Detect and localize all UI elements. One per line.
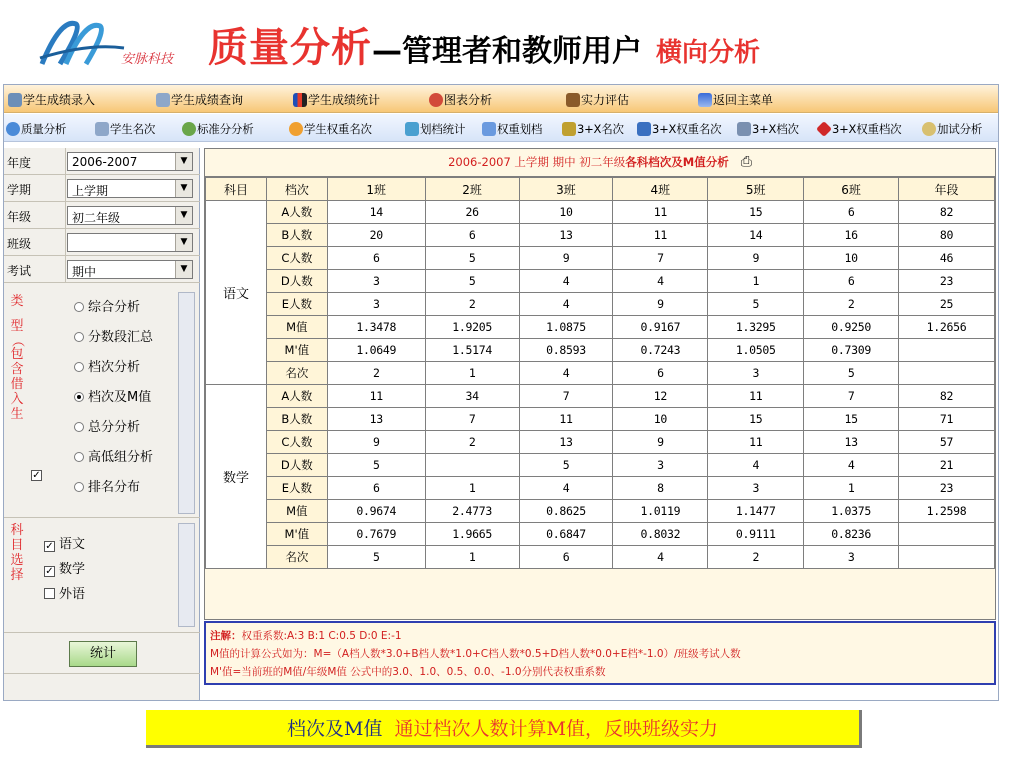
value-cell: 1.3478 — [327, 316, 425, 339]
column-header: 3班 — [519, 178, 613, 201]
value-cell: 0.9250 — [804, 316, 899, 339]
value-cell: 1 — [708, 270, 804, 293]
value-cell: 1 — [425, 477, 519, 500]
select-value: 2006-2007 — [72, 155, 138, 169]
value-cell: 1.9205 — [425, 316, 519, 339]
menu-label: 学生成绩统计 — [308, 93, 381, 107]
value-cell: 13 — [519, 224, 613, 247]
value-cell — [899, 362, 995, 385]
company-logo — [36, 14, 201, 72]
value-cell: 11 — [613, 201, 708, 224]
table-row — [206, 247, 995, 270]
stat-button[interactable]: 统计 — [69, 641, 137, 667]
level-cell: M'值 — [266, 339, 327, 362]
menu-label: 图表分析 — [444, 93, 493, 107]
printer-icon[interactable]: ⎙ — [740, 154, 752, 170]
value-cell: 1.2598 — [899, 500, 995, 523]
menu-label: 返回主菜单 — [713, 93, 774, 107]
filter-label: 学期 — [7, 183, 32, 197]
filter-grade — [4, 202, 200, 229]
3x-weighted-icon — [637, 122, 651, 136]
value-cell: 6 — [804, 270, 899, 293]
value-cell — [425, 454, 519, 477]
value-cell: 4 — [613, 270, 708, 293]
value-cell: 2.4773 — [425, 500, 519, 523]
column-header: 4班 — [613, 178, 708, 201]
value-cell: 6 — [327, 477, 425, 500]
value-cell: 2 — [804, 293, 899, 316]
menu-item-score-entry[interactable] — [8, 91, 95, 108]
menu-item-chart-analysis[interactable] — [429, 91, 492, 108]
value-cell: 11 — [708, 431, 804, 454]
note-line-formula: M值的计算公式如为：M=（A档人数*3.0+B档人数*1.0+C档人数*0.5+D档人数*0.0+E档*-1.0）/班级考试人数 — [210, 648, 741, 660]
submenu-label: 3+X名次 — [577, 122, 624, 136]
value-cell: 4 — [519, 270, 613, 293]
value-cell: 0.8593 — [519, 339, 613, 362]
level-cell: D人数 — [266, 270, 327, 293]
radio-label: 综合分析 — [88, 300, 141, 315]
value-cell: 71 — [899, 408, 995, 431]
borrowed-students-checkbox[interactable]: ✓ — [32, 470, 41, 481]
value-cell: 3 — [327, 293, 425, 316]
submenu-extra-test[interactable] — [922, 121, 982, 137]
submenu-label: 加试分析 — [937, 122, 983, 136]
weighted-band-icon — [482, 122, 496, 136]
grid-title — [205, 149, 995, 177]
value-cell: 2 — [425, 431, 519, 454]
select-value: 初二年级 — [72, 211, 121, 225]
submenu-3x-weighted-band[interactable] — [817, 121, 901, 137]
column-header: 科目 — [206, 178, 267, 201]
value-cell: 8 — [613, 477, 708, 500]
value-cell: 1.5174 — [425, 339, 519, 362]
submenu-label: 学生权重名次 — [304, 122, 372, 136]
students-icon — [95, 122, 109, 136]
checkbox-chinese[interactable]: ✓ 语文 — [45, 537, 86, 552]
value-cell: 1.3295 — [708, 316, 804, 339]
radio-band-m-value[interactable] — [74, 386, 151, 405]
chevron-down-icon[interactable]: ▼ — [175, 234, 192, 251]
radio-high-low-group[interactable] — [74, 446, 153, 465]
value-cell: 82 — [899, 385, 995, 408]
value-cell: 9 — [613, 293, 708, 316]
chevron-down-icon[interactable]: ▼ — [175, 153, 192, 170]
slide-caption — [146, 710, 862, 748]
brand-text: 安脉科技 — [121, 52, 174, 67]
value-cell: 20 — [327, 224, 425, 247]
level-cell: 名次 — [266, 362, 327, 385]
title-tag: 横向分析 — [656, 38, 761, 68]
value-cell: 23 — [899, 270, 995, 293]
value-cell: 15 — [708, 408, 804, 431]
submenu-label: 权重划档 — [497, 122, 543, 136]
subject-cell: 数学 — [206, 385, 267, 569]
submenu-label: 划档统计 — [420, 122, 466, 136]
submenu-weighted-band[interactable] — [482, 121, 542, 137]
menu-item-score-query[interactable] — [156, 91, 243, 108]
value-cell: 6 — [804, 201, 899, 224]
value-cell: 6 — [425, 224, 519, 247]
value-cell: 13 — [804, 431, 899, 454]
pencil-icon — [8, 93, 22, 107]
submenu-3x-rank[interactable] — [562, 121, 624, 137]
analysis-table — [205, 177, 995, 569]
app-window — [3, 84, 999, 701]
level-cell: M值 — [266, 500, 327, 523]
value-cell: 2 — [425, 293, 519, 316]
column-header: 5班 — [708, 178, 804, 201]
value-cell: 4 — [708, 454, 804, 477]
value-cell: 4 — [613, 546, 708, 569]
value-cell: 23 — [899, 477, 995, 500]
level-cell: B人数 — [266, 224, 327, 247]
radio-label: 高低组分析 — [88, 450, 154, 465]
value-cell: 15 — [708, 201, 804, 224]
magnifier-icon — [156, 93, 170, 107]
note-line-weights — [210, 627, 990, 645]
column-header: 1班 — [327, 178, 425, 201]
submenu-band-stats[interactable] — [405, 121, 465, 137]
value-cell: 6 — [519, 546, 613, 569]
value-cell: 0.8625 — [519, 500, 613, 523]
column-header: 2班 — [425, 178, 519, 201]
value-cell: 5 — [425, 247, 519, 270]
level-cell: E人数 — [266, 477, 327, 500]
menu-item-strength-eval[interactable] — [566, 91, 629, 108]
stat-button-area — [4, 634, 200, 674]
level-cell: C人数 — [266, 247, 327, 270]
radio-comprehensive[interactable] — [74, 296, 140, 315]
header — [0, 0, 1024, 82]
value-cell: 0.6847 — [519, 523, 613, 546]
filter-exam — [4, 256, 200, 283]
value-cell — [899, 339, 995, 362]
value-cell: 46 — [899, 247, 995, 270]
note-text: 权重系数:A:3 B:1 C:0.5 D:0 E:-1 — [241, 630, 402, 642]
value-cell: 34 — [425, 385, 519, 408]
table-row — [206, 408, 995, 431]
value-cell: 9 — [613, 431, 708, 454]
type-group-label: 类 型 （ 包 含 借 入 生 — [9, 294, 24, 422]
value-cell: 4 — [519, 477, 613, 500]
caption-left: 档次及M值 — [287, 718, 383, 740]
value-cell: 7 — [804, 385, 899, 408]
radio-label: 总分分析 — [88, 420, 141, 435]
table-row — [206, 201, 995, 224]
grid-title-text: 2006-2007 上学期 期中 初二年级 — [448, 155, 626, 169]
diamond-icon — [816, 121, 832, 137]
value-cell: 15 — [804, 408, 899, 431]
value-cell: 5 — [708, 293, 804, 316]
table-row — [206, 316, 995, 339]
level-cell: C人数 — [266, 431, 327, 454]
sub-menu — [4, 114, 998, 142]
value-cell: 11 — [708, 385, 804, 408]
exam-select[interactable] — [67, 260, 193, 279]
year-select[interactable] — [67, 152, 193, 171]
level-cell: E人数 — [266, 293, 327, 316]
filter-label: 年级 — [7, 210, 32, 224]
level-cell: 名次 — [266, 546, 327, 569]
table-row — [206, 224, 995, 247]
value-cell: 12 — [613, 385, 708, 408]
quality-icon — [6, 122, 20, 136]
value-cell: 0.9167 — [613, 316, 708, 339]
value-cell: 0.8236 — [804, 523, 899, 546]
submenu-3x-band[interactable] — [737, 121, 799, 137]
value-cell: 0.7309 — [804, 339, 899, 362]
value-cell: 10 — [804, 247, 899, 270]
value-cell: 3 — [708, 362, 804, 385]
radio-total-score[interactable] — [74, 416, 140, 435]
value-cell: 14 — [327, 201, 425, 224]
value-cell: 2 — [708, 546, 804, 569]
submenu-3x-weighted-rank[interactable] — [637, 121, 721, 137]
bar-chart-icon — [293, 93, 307, 107]
value-cell: 2 — [327, 362, 425, 385]
class-select[interactable] — [67, 233, 193, 252]
value-cell: 5 — [804, 362, 899, 385]
table-row — [206, 477, 995, 500]
level-cell: B人数 — [266, 408, 327, 431]
analysis-grid — [204, 148, 996, 620]
weight-icon — [289, 122, 303, 136]
value-cell: 13 — [327, 408, 425, 431]
subject-group — [4, 519, 200, 633]
value-cell — [899, 523, 995, 546]
value-cell: 1.0875 — [519, 316, 613, 339]
value-cell: 11 — [327, 385, 425, 408]
checkbox-label: 数学 — [59, 562, 86, 577]
value-cell: 3 — [613, 454, 708, 477]
value-cell: 5 — [425, 270, 519, 293]
analysis-type-group — [4, 288, 200, 518]
radio-score-segment[interactable] — [74, 326, 153, 345]
table-row — [206, 500, 995, 523]
value-cell: 10 — [519, 201, 613, 224]
subject-scrollbar[interactable] — [178, 523, 195, 627]
radio-label: 档次及M值 — [88, 390, 152, 405]
value-cell: 3 — [804, 546, 899, 569]
pie-chart-icon — [429, 93, 443, 107]
note-line-m-prime: M'值=当前班的M值/年级M值 公式中的3.0、1.0、0.5、0.0、-1.0分别代表权重系数 — [210, 666, 606, 678]
term-select[interactable] — [67, 179, 193, 198]
filter-label: 年度 — [7, 156, 32, 170]
table-row — [206, 546, 995, 569]
submenu-label: 3+X权重档次 — [832, 122, 902, 136]
page-title — [208, 16, 760, 73]
select-value: 期中 — [72, 265, 97, 279]
wrench-icon — [566, 93, 580, 107]
menu-label: 学生成绩录入 — [23, 93, 96, 107]
value-cell: 0.9111 — [708, 523, 804, 546]
table-row — [206, 385, 995, 408]
value-cell: 3 — [708, 477, 804, 500]
value-cell: 6 — [327, 247, 425, 270]
value-cell: 10 — [613, 408, 708, 431]
value-cell: 1.0119 — [613, 500, 708, 523]
value-cell: 7 — [519, 385, 613, 408]
level-cell: A人数 — [266, 385, 327, 408]
submenu-label: 标准分分析 — [197, 122, 254, 136]
title-sub: —管理者和教师用户 — [372, 34, 642, 69]
notes-box — [204, 621, 996, 685]
3x-icon — [562, 122, 576, 136]
menu-grid-icon — [698, 93, 712, 107]
main-menu — [4, 85, 998, 113]
title-main: 质量分析 — [208, 25, 372, 71]
filter-term — [4, 175, 200, 202]
radio-rank-distribution[interactable] — [74, 476, 140, 495]
value-cell: 1 — [425, 546, 519, 569]
submenu-student-rank[interactable] — [95, 121, 155, 137]
filter-label: 班级 — [7, 237, 32, 251]
select-value: 上学期 — [72, 184, 109, 198]
value-cell: 3 — [327, 270, 425, 293]
value-cell: 1.1477 — [708, 500, 804, 523]
table-row — [206, 362, 995, 385]
grid-title-bold: 各科档次及M值分析 — [625, 155, 729, 169]
level-cell: D人数 — [266, 454, 327, 477]
value-cell: 16 — [804, 224, 899, 247]
filter-year — [4, 148, 200, 175]
value-cell: 7 — [425, 408, 519, 431]
table-row — [206, 293, 995, 316]
grade-select[interactable] — [67, 206, 193, 225]
chevron-down-icon[interactable]: ▼ — [175, 180, 192, 197]
menu-item-return-main[interactable] — [698, 91, 773, 108]
value-cell: 7 — [613, 247, 708, 270]
radio-label: 分数段汇总 — [88, 330, 154, 345]
band-icon — [405, 122, 419, 136]
menu-item-score-stats[interactable] — [293, 91, 380, 108]
value-cell: 57 — [899, 431, 995, 454]
value-cell: 0.7243 — [613, 339, 708, 362]
checkbox-label: 外语 — [59, 587, 86, 602]
radio-label: 排名分布 — [88, 480, 141, 495]
chevron-down-icon[interactable]: ▼ — [175, 261, 192, 278]
menu-label: 实力评估 — [581, 93, 630, 107]
value-cell: 6 — [613, 362, 708, 385]
filter-sidebar — [4, 148, 200, 700]
submenu-label: 学生名次 — [110, 122, 156, 136]
value-cell: 9 — [519, 247, 613, 270]
checkbox-math[interactable]: ✓ 数学 — [45, 562, 86, 577]
extra-test-icon — [922, 122, 936, 136]
level-cell: M值 — [266, 316, 327, 339]
value-cell: 0.8032 — [613, 523, 708, 546]
submenu-label: 3+X权重名次 — [652, 122, 722, 136]
submenu-standard-score[interactable] — [182, 121, 254, 137]
submenu-quality-analysis[interactable] — [6, 121, 66, 137]
submenu-label: 质量分析 — [21, 122, 67, 136]
level-cell: M'值 — [266, 523, 327, 546]
column-header: 档次 — [266, 178, 327, 201]
standard-icon — [182, 122, 196, 136]
table-row — [206, 523, 995, 546]
logo-mark-icon — [36, 14, 126, 72]
note-head: 注解： — [210, 630, 242, 642]
type-scrollbar[interactable] — [178, 292, 195, 514]
value-cell: 9 — [708, 247, 804, 270]
value-cell: 1.0649 — [327, 339, 425, 362]
table-header-row — [206, 178, 995, 201]
value-cell: 25 — [899, 293, 995, 316]
column-header: 6班 — [804, 178, 899, 201]
value-cell: 1.2656 — [899, 316, 995, 339]
value-cell: 11 — [519, 408, 613, 431]
value-cell: 5 — [519, 454, 613, 477]
caption-right: 通过档次人数计算M值，反映班级实力 — [394, 718, 718, 740]
table-row — [206, 339, 995, 362]
checkbox-label: 语文 — [59, 537, 86, 552]
radio-label: 档次分析 — [88, 360, 141, 375]
table-row — [206, 270, 995, 293]
value-cell: 0.9674 — [327, 500, 425, 523]
value-cell: 80 — [899, 224, 995, 247]
value-cell: 5 — [327, 454, 425, 477]
value-cell: 4 — [804, 454, 899, 477]
column-header: 年段 — [899, 178, 995, 201]
table-row — [206, 454, 995, 477]
subject-group-label: 科 目 选 择 — [10, 523, 24, 583]
value-cell: 9 — [327, 431, 425, 454]
value-cell: 4 — [519, 293, 613, 316]
checkbox-english[interactable] — [44, 583, 85, 602]
value-cell: 26 — [425, 201, 519, 224]
value-cell: 1 — [425, 362, 519, 385]
table-row — [206, 431, 995, 454]
value-cell: 82 — [899, 201, 995, 224]
submenu-label: 3+X档次 — [752, 122, 799, 136]
chevron-down-icon[interactable]: ▼ — [175, 207, 192, 224]
value-cell: 1.0375 — [804, 500, 899, 523]
value-cell: 13 — [519, 431, 613, 454]
submenu-weighted-rank[interactable] — [289, 121, 372, 137]
value-cell: 11 — [613, 224, 708, 247]
subject-cell: 语文 — [206, 201, 267, 385]
radio-band-analysis[interactable] — [74, 356, 140, 375]
3x-band-icon — [737, 122, 751, 136]
value-cell: 0.7679 — [327, 523, 425, 546]
value-cell: 14 — [708, 224, 804, 247]
menu-label: 学生成绩查询 — [171, 93, 244, 107]
value-cell — [899, 546, 995, 569]
filter-label: 考试 — [7, 264, 32, 278]
value-cell: 21 — [899, 454, 995, 477]
value-cell: 1.0505 — [708, 339, 804, 362]
level-cell: A人数 — [266, 201, 327, 224]
value-cell: 1.9665 — [425, 523, 519, 546]
value-cell: 4 — [519, 362, 613, 385]
value-cell: 1 — [804, 477, 899, 500]
value-cell: 5 — [327, 546, 425, 569]
filter-class — [4, 229, 200, 256]
